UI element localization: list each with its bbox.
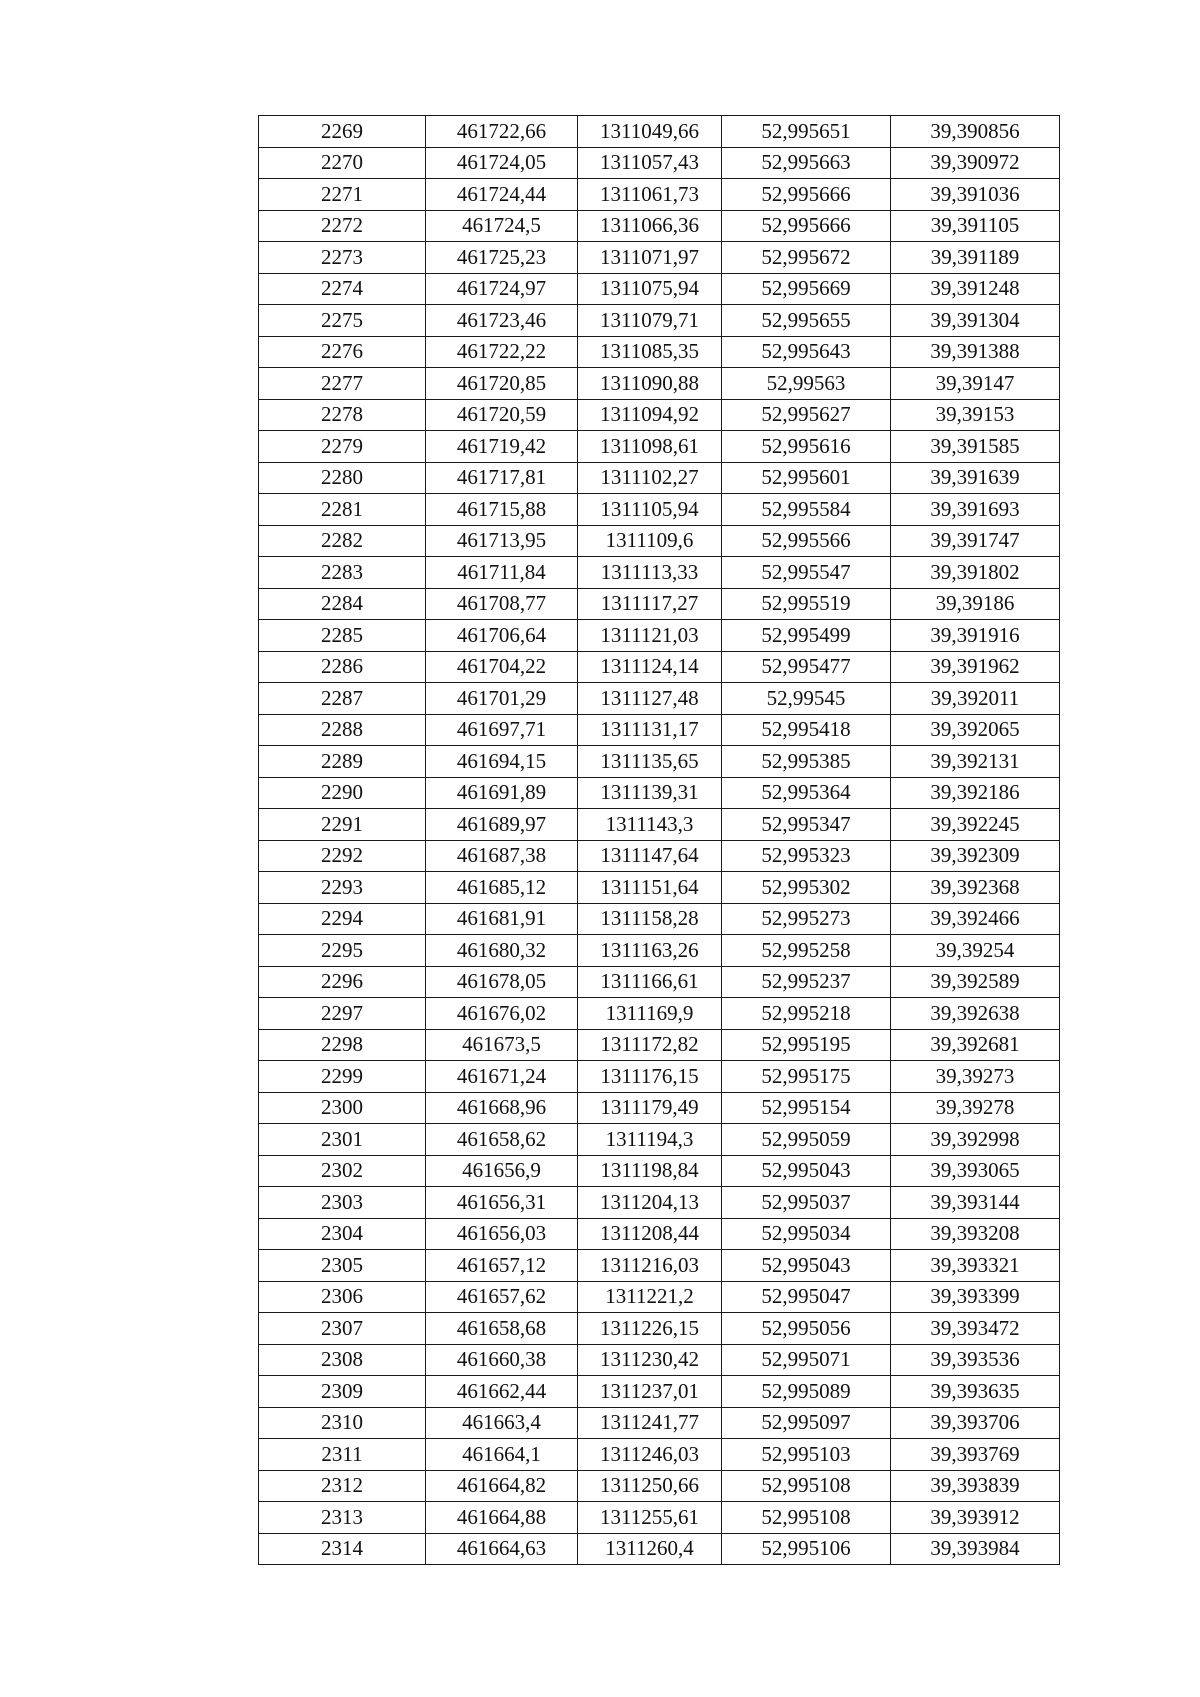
x-coordinate-cell: 461681,91 — [426, 903, 578, 935]
y-coordinate-cell: 1311143,3 — [578, 809, 722, 841]
longitude-cell: 39,393839 — [891, 1470, 1060, 1502]
latitude-cell: 52,995499 — [722, 620, 891, 652]
point-number-cell: 2270 — [259, 147, 426, 179]
table-row — [259, 872, 1060, 904]
x-coordinate-cell: 461689,97 — [426, 809, 578, 841]
latitude-cell: 52,995601 — [722, 462, 891, 494]
x-coordinate-cell: 461720,85 — [426, 368, 578, 400]
x-coordinate-cell: 461676,02 — [426, 998, 578, 1030]
x-coordinate-cell: 461719,42 — [426, 431, 578, 463]
longitude-cell: 39,393912 — [891, 1502, 1060, 1534]
y-coordinate-cell: 1311158,28 — [578, 903, 722, 935]
latitude-cell: 52,995323 — [722, 840, 891, 872]
latitude-cell: 52,995672 — [722, 242, 891, 274]
longitude-cell: 39,391962 — [891, 651, 1060, 683]
latitude-cell: 52,995477 — [722, 651, 891, 683]
y-coordinate-cell: 1311250,66 — [578, 1470, 722, 1502]
longitude-cell: 39,390972 — [891, 147, 1060, 179]
point-number-cell: 2300 — [259, 1092, 426, 1124]
y-coordinate-cell: 1311061,73 — [578, 179, 722, 211]
point-number-cell: 2289 — [259, 746, 426, 778]
latitude-cell: 52,995059 — [722, 1124, 891, 1156]
y-coordinate-cell: 1311198,84 — [578, 1155, 722, 1187]
y-coordinate-cell: 1311151,64 — [578, 872, 722, 904]
point-number-cell: 2308 — [259, 1344, 426, 1376]
coordinates-table — [258, 115, 1060, 1565]
y-coordinate-cell: 1311075,94 — [578, 273, 722, 305]
y-coordinate-cell: 1311221,2 — [578, 1281, 722, 1313]
longitude-cell: 39,39273 — [891, 1061, 1060, 1093]
longitude-cell: 39,392368 — [891, 872, 1060, 904]
y-coordinate-cell: 1311124,14 — [578, 651, 722, 683]
longitude-cell: 39,393536 — [891, 1344, 1060, 1376]
x-coordinate-cell: 461687,38 — [426, 840, 578, 872]
longitude-cell: 39,39186 — [891, 588, 1060, 620]
y-coordinate-cell: 1311237,01 — [578, 1376, 722, 1408]
y-coordinate-cell: 1311066,36 — [578, 210, 722, 242]
x-coordinate-cell: 461668,96 — [426, 1092, 578, 1124]
point-number-cell: 2301 — [259, 1124, 426, 1156]
point-number-cell: 2275 — [259, 305, 426, 337]
x-coordinate-cell: 461701,29 — [426, 683, 578, 715]
latitude-cell: 52,995089 — [722, 1376, 891, 1408]
point-number-cell: 2298 — [259, 1029, 426, 1061]
latitude-cell: 52,995627 — [722, 399, 891, 431]
latitude-cell: 52,995175 — [722, 1061, 891, 1093]
table-row — [259, 683, 1060, 715]
point-number-cell: 2281 — [259, 494, 426, 526]
x-coordinate-cell: 461724,5 — [426, 210, 578, 242]
x-coordinate-cell: 461706,64 — [426, 620, 578, 652]
longitude-cell: 39,391304 — [891, 305, 1060, 337]
longitude-cell: 39,391639 — [891, 462, 1060, 494]
point-number-cell: 2286 — [259, 651, 426, 683]
y-coordinate-cell: 1311090,88 — [578, 368, 722, 400]
point-number-cell: 2295 — [259, 935, 426, 967]
longitude-cell: 39,393706 — [891, 1407, 1060, 1439]
point-number-cell: 2284 — [259, 588, 426, 620]
table-row — [259, 1439, 1060, 1471]
y-coordinate-cell: 1311226,15 — [578, 1313, 722, 1345]
table-row — [259, 273, 1060, 305]
latitude-cell: 52,995418 — [722, 714, 891, 746]
table-row — [259, 116, 1060, 148]
longitude-cell: 39,393769 — [891, 1439, 1060, 1471]
x-coordinate-cell: 461708,77 — [426, 588, 578, 620]
table-row — [259, 462, 1060, 494]
point-number-cell: 2291 — [259, 809, 426, 841]
y-coordinate-cell: 1311163,26 — [578, 935, 722, 967]
point-number-cell: 2272 — [259, 210, 426, 242]
y-coordinate-cell: 1311230,42 — [578, 1344, 722, 1376]
point-number-cell: 2282 — [259, 525, 426, 557]
point-number-cell: 2313 — [259, 1502, 426, 1534]
x-coordinate-cell: 461722,22 — [426, 336, 578, 368]
longitude-cell: 39,392011 — [891, 683, 1060, 715]
point-number-cell: 2306 — [259, 1281, 426, 1313]
longitude-cell: 39,39153 — [891, 399, 1060, 431]
latitude-cell: 52,995584 — [722, 494, 891, 526]
y-coordinate-cell: 1311098,61 — [578, 431, 722, 463]
x-coordinate-cell: 461663,4 — [426, 1407, 578, 1439]
longitude-cell: 39,392638 — [891, 998, 1060, 1030]
point-number-cell: 2314 — [259, 1533, 426, 1565]
point-number-cell: 2304 — [259, 1218, 426, 1250]
x-coordinate-cell: 461724,44 — [426, 179, 578, 211]
x-coordinate-cell: 461722,66 — [426, 116, 578, 148]
latitude-cell: 52,995037 — [722, 1187, 891, 1219]
latitude-cell: 52,995519 — [722, 588, 891, 620]
x-coordinate-cell: 461664,1 — [426, 1439, 578, 1471]
table-row — [259, 147, 1060, 179]
latitude-cell: 52,995108 — [722, 1470, 891, 1502]
table-row — [259, 998, 1060, 1030]
table-row — [259, 1187, 1060, 1219]
y-coordinate-cell: 1311085,35 — [578, 336, 722, 368]
x-coordinate-cell: 461657,62 — [426, 1281, 578, 1313]
point-number-cell: 2276 — [259, 336, 426, 368]
x-coordinate-cell: 461720,59 — [426, 399, 578, 431]
latitude-cell: 52,995034 — [722, 1218, 891, 1250]
table-row — [259, 746, 1060, 778]
table-row — [259, 242, 1060, 274]
y-coordinate-cell: 1311121,03 — [578, 620, 722, 652]
longitude-cell: 39,391802 — [891, 557, 1060, 589]
point-number-cell: 2273 — [259, 242, 426, 274]
y-coordinate-cell: 1311204,13 — [578, 1187, 722, 1219]
x-coordinate-cell: 461656,03 — [426, 1218, 578, 1250]
latitude-cell: 52,995655 — [722, 305, 891, 337]
latitude-cell: 52,995666 — [722, 179, 891, 211]
latitude-cell: 52,995056 — [722, 1313, 891, 1345]
latitude-cell: 52,995218 — [722, 998, 891, 1030]
longitude-cell: 39,39147 — [891, 368, 1060, 400]
point-number-cell: 2278 — [259, 399, 426, 431]
x-coordinate-cell: 461724,05 — [426, 147, 578, 179]
x-coordinate-cell: 461697,71 — [426, 714, 578, 746]
y-coordinate-cell: 1311169,9 — [578, 998, 722, 1030]
y-coordinate-cell: 1311139,31 — [578, 777, 722, 809]
x-coordinate-cell: 461717,81 — [426, 462, 578, 494]
latitude-cell: 52,995097 — [722, 1407, 891, 1439]
x-coordinate-cell: 461713,95 — [426, 525, 578, 557]
latitude-cell: 52,995651 — [722, 116, 891, 148]
y-coordinate-cell: 1311057,43 — [578, 147, 722, 179]
x-coordinate-cell: 461657,12 — [426, 1250, 578, 1282]
longitude-cell: 39,391747 — [891, 525, 1060, 557]
table-row — [259, 651, 1060, 683]
longitude-cell: 39,390856 — [891, 116, 1060, 148]
latitude-cell: 52,995154 — [722, 1092, 891, 1124]
y-coordinate-cell: 1311117,27 — [578, 588, 722, 620]
y-coordinate-cell: 1311109,6 — [578, 525, 722, 557]
x-coordinate-cell: 461656,31 — [426, 1187, 578, 1219]
x-coordinate-cell: 461664,82 — [426, 1470, 578, 1502]
longitude-cell: 39,391036 — [891, 179, 1060, 211]
table-row — [259, 840, 1060, 872]
latitude-cell: 52,995273 — [722, 903, 891, 935]
point-number-cell: 2296 — [259, 966, 426, 998]
longitude-cell: 39,392245 — [891, 809, 1060, 841]
table-row — [259, 399, 1060, 431]
x-coordinate-cell: 461662,44 — [426, 1376, 578, 1408]
y-coordinate-cell: 1311102,27 — [578, 462, 722, 494]
point-number-cell: 2279 — [259, 431, 426, 463]
table-row — [259, 1313, 1060, 1345]
table-row — [259, 1533, 1060, 1565]
y-coordinate-cell: 1311131,17 — [578, 714, 722, 746]
y-coordinate-cell: 1311094,92 — [578, 399, 722, 431]
table-row — [259, 935, 1060, 967]
x-coordinate-cell: 461656,9 — [426, 1155, 578, 1187]
table-row — [259, 1092, 1060, 1124]
latitude-cell: 52,995669 — [722, 273, 891, 305]
longitude-cell: 39,391585 — [891, 431, 1060, 463]
longitude-cell: 39,392589 — [891, 966, 1060, 998]
latitude-cell: 52,995071 — [722, 1344, 891, 1376]
table-row — [259, 1502, 1060, 1534]
table-row — [259, 714, 1060, 746]
point-number-cell: 2285 — [259, 620, 426, 652]
longitude-cell: 39,392131 — [891, 746, 1060, 778]
x-coordinate-cell: 461680,32 — [426, 935, 578, 967]
latitude-cell: 52,995666 — [722, 210, 891, 242]
x-coordinate-cell: 461673,5 — [426, 1029, 578, 1061]
table-row — [259, 336, 1060, 368]
longitude-cell: 39,393472 — [891, 1313, 1060, 1345]
table-row — [259, 1155, 1060, 1187]
latitude-cell: 52,995663 — [722, 147, 891, 179]
latitude-cell: 52,995643 — [722, 336, 891, 368]
longitude-cell: 39,393065 — [891, 1155, 1060, 1187]
latitude-cell: 52,995043 — [722, 1155, 891, 1187]
table-row — [259, 1281, 1060, 1313]
point-number-cell: 2292 — [259, 840, 426, 872]
longitude-cell: 39,392466 — [891, 903, 1060, 935]
latitude-cell: 52,995103 — [722, 1439, 891, 1471]
longitude-cell: 39,391388 — [891, 336, 1060, 368]
x-coordinate-cell: 461724,97 — [426, 273, 578, 305]
point-number-cell: 2311 — [259, 1439, 426, 1471]
y-coordinate-cell: 1311147,64 — [578, 840, 722, 872]
longitude-cell: 39,393399 — [891, 1281, 1060, 1313]
table-row — [259, 903, 1060, 935]
table-row — [259, 1218, 1060, 1250]
x-coordinate-cell: 461660,38 — [426, 1344, 578, 1376]
longitude-cell: 39,393321 — [891, 1250, 1060, 1282]
point-number-cell: 2309 — [259, 1376, 426, 1408]
y-coordinate-cell: 1311241,77 — [578, 1407, 722, 1439]
y-coordinate-cell: 1311166,61 — [578, 966, 722, 998]
longitude-cell: 39,391916 — [891, 620, 1060, 652]
x-coordinate-cell: 461658,68 — [426, 1313, 578, 1345]
latitude-cell: 52,995385 — [722, 746, 891, 778]
point-number-cell: 2283 — [259, 557, 426, 589]
longitude-cell: 39,391248 — [891, 273, 1060, 305]
x-coordinate-cell: 461715,88 — [426, 494, 578, 526]
point-number-cell: 2294 — [259, 903, 426, 935]
table-row — [259, 588, 1060, 620]
table-row — [259, 557, 1060, 589]
longitude-cell: 39,391189 — [891, 242, 1060, 274]
latitude-cell: 52,99545 — [722, 683, 891, 715]
longitude-cell: 39,393984 — [891, 1533, 1060, 1565]
point-number-cell: 2297 — [259, 998, 426, 1030]
y-coordinate-cell: 1311135,65 — [578, 746, 722, 778]
table-row — [259, 1407, 1060, 1439]
table-row — [259, 431, 1060, 463]
y-coordinate-cell: 1311049,66 — [578, 116, 722, 148]
point-number-cell: 2293 — [259, 872, 426, 904]
x-coordinate-cell: 461678,05 — [426, 966, 578, 998]
point-number-cell: 2277 — [259, 368, 426, 400]
latitude-cell: 52,995047 — [722, 1281, 891, 1313]
table-row — [259, 809, 1060, 841]
coordinates-table-body — [259, 116, 1060, 1565]
point-number-cell: 2303 — [259, 1187, 426, 1219]
x-coordinate-cell: 461725,23 — [426, 242, 578, 274]
x-coordinate-cell: 461685,12 — [426, 872, 578, 904]
table-row — [259, 179, 1060, 211]
longitude-cell: 39,39278 — [891, 1092, 1060, 1124]
latitude-cell: 52,995043 — [722, 1250, 891, 1282]
longitude-cell: 39,392998 — [891, 1124, 1060, 1156]
latitude-cell: 52,995547 — [722, 557, 891, 589]
point-number-cell: 2312 — [259, 1470, 426, 1502]
y-coordinate-cell: 1311071,97 — [578, 242, 722, 274]
table-row — [259, 494, 1060, 526]
y-coordinate-cell: 1311079,71 — [578, 305, 722, 337]
latitude-cell: 52,995108 — [722, 1502, 891, 1534]
y-coordinate-cell: 1311176,15 — [578, 1061, 722, 1093]
longitude-cell: 39,39254 — [891, 935, 1060, 967]
table-row — [259, 525, 1060, 557]
table-row — [259, 1376, 1060, 1408]
y-coordinate-cell: 1311127,48 — [578, 683, 722, 715]
longitude-cell: 39,393144 — [891, 1187, 1060, 1219]
point-number-cell: 2290 — [259, 777, 426, 809]
point-number-cell: 2299 — [259, 1061, 426, 1093]
table-row — [259, 305, 1060, 337]
table-row — [259, 1470, 1060, 1502]
x-coordinate-cell: 461694,15 — [426, 746, 578, 778]
table-row — [259, 1029, 1060, 1061]
y-coordinate-cell: 1311260,4 — [578, 1533, 722, 1565]
y-coordinate-cell: 1311113,33 — [578, 557, 722, 589]
latitude-cell: 52,995566 — [722, 525, 891, 557]
y-coordinate-cell: 1311208,44 — [578, 1218, 722, 1250]
x-coordinate-cell: 461704,22 — [426, 651, 578, 683]
latitude-cell: 52,995195 — [722, 1029, 891, 1061]
longitude-cell: 39,393635 — [891, 1376, 1060, 1408]
longitude-cell: 39,392186 — [891, 777, 1060, 809]
table-row — [259, 966, 1060, 998]
y-coordinate-cell: 1311179,49 — [578, 1092, 722, 1124]
table-row — [259, 1124, 1060, 1156]
point-number-cell: 2269 — [259, 116, 426, 148]
point-number-cell: 2280 — [259, 462, 426, 494]
y-coordinate-cell: 1311216,03 — [578, 1250, 722, 1282]
table-row — [259, 777, 1060, 809]
y-coordinate-cell: 1311172,82 — [578, 1029, 722, 1061]
latitude-cell: 52,995347 — [722, 809, 891, 841]
longitude-cell: 39,392309 — [891, 840, 1060, 872]
point-number-cell: 2274 — [259, 273, 426, 305]
x-coordinate-cell: 461691,89 — [426, 777, 578, 809]
latitude-cell: 52,995237 — [722, 966, 891, 998]
latitude-cell: 52,995258 — [722, 935, 891, 967]
latitude-cell: 52,995106 — [722, 1533, 891, 1565]
latitude-cell: 52,995302 — [722, 872, 891, 904]
y-coordinate-cell: 1311105,94 — [578, 494, 722, 526]
point-number-cell: 2305 — [259, 1250, 426, 1282]
y-coordinate-cell: 1311194,3 — [578, 1124, 722, 1156]
longitude-cell: 39,392681 — [891, 1029, 1060, 1061]
longitude-cell: 39,391693 — [891, 494, 1060, 526]
x-coordinate-cell: 461664,63 — [426, 1533, 578, 1565]
point-number-cell: 2288 — [259, 714, 426, 746]
table-row — [259, 1061, 1060, 1093]
longitude-cell: 39,393208 — [891, 1218, 1060, 1250]
table-row — [259, 210, 1060, 242]
point-number-cell: 2271 — [259, 179, 426, 211]
point-number-cell: 2302 — [259, 1155, 426, 1187]
table-row — [259, 1250, 1060, 1282]
point-number-cell: 2307 — [259, 1313, 426, 1345]
x-coordinate-cell: 461723,46 — [426, 305, 578, 337]
longitude-cell: 39,392065 — [891, 714, 1060, 746]
point-number-cell: 2310 — [259, 1407, 426, 1439]
x-coordinate-cell: 461711,84 — [426, 557, 578, 589]
table-row — [259, 620, 1060, 652]
latitude-cell: 52,99563 — [722, 368, 891, 400]
latitude-cell: 52,995364 — [722, 777, 891, 809]
x-coordinate-cell: 461671,24 — [426, 1061, 578, 1093]
longitude-cell: 39,391105 — [891, 210, 1060, 242]
latitude-cell: 52,995616 — [722, 431, 891, 463]
x-coordinate-cell: 461664,88 — [426, 1502, 578, 1534]
table-row — [259, 1344, 1060, 1376]
y-coordinate-cell: 1311255,61 — [578, 1502, 722, 1534]
table-row — [259, 368, 1060, 400]
x-coordinate-cell: 461658,62 — [426, 1124, 578, 1156]
y-coordinate-cell: 1311246,03 — [578, 1439, 722, 1471]
point-number-cell: 2287 — [259, 683, 426, 715]
